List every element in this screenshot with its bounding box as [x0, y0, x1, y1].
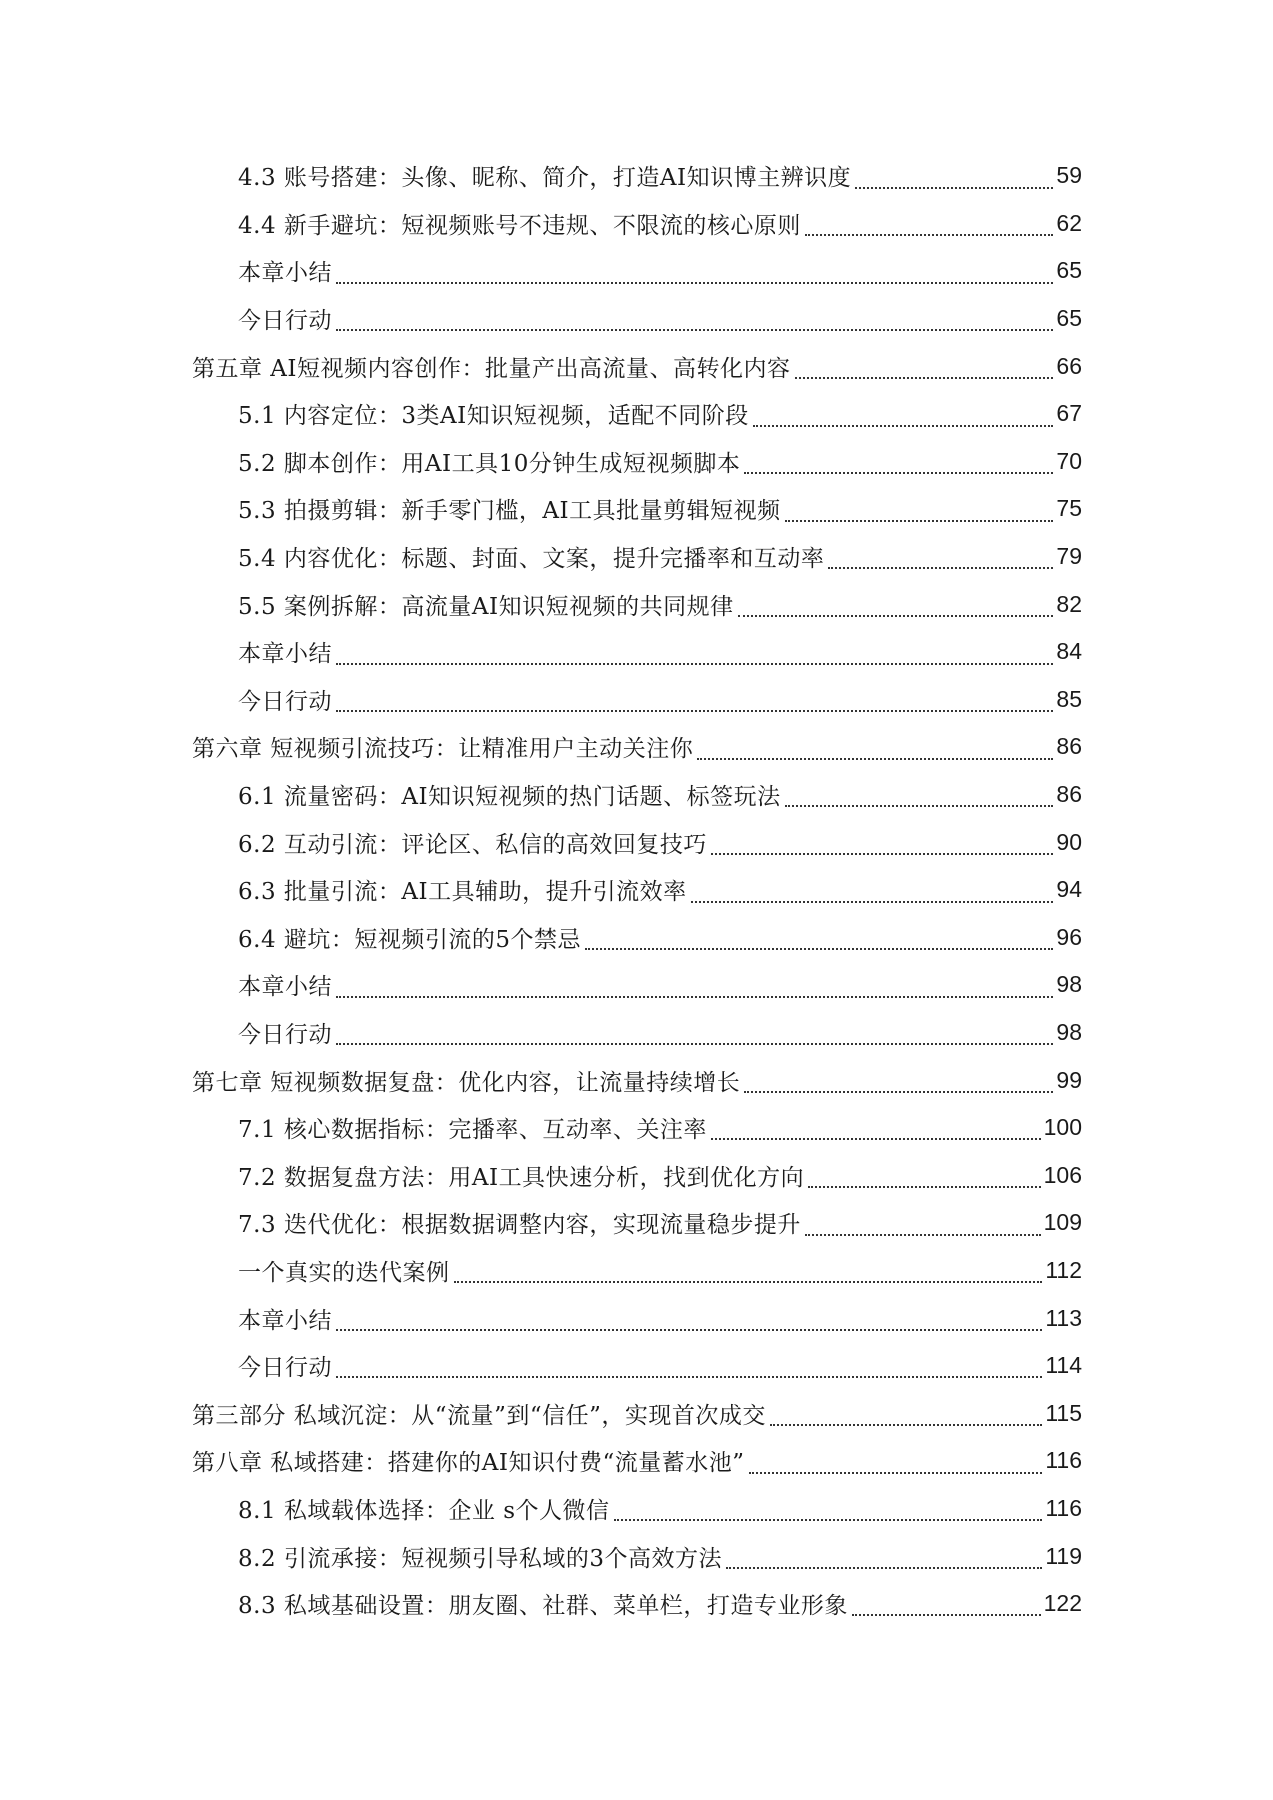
toc-dot-leader: [336, 710, 1053, 712]
toc-entry-title: 8.2 引流承接：短视频引导私域的3个高效方法: [238, 1545, 723, 1572]
toc-entry-title: 第八章 私域搭建：搭建你的AI知识付费“流量蓄水池”: [192, 1450, 745, 1477]
toc-entry-title: 今日行动: [238, 308, 332, 335]
toc-dot-leader: [711, 1138, 1041, 1140]
toc-page-number: 85: [1056, 685, 1082, 712]
toc-chapter-entry[interactable]: [192, 1389, 1082, 1437]
toc-dot-leader: [336, 1376, 1042, 1378]
toc-section-entry[interactable]: [192, 200, 1082, 248]
toc-entry-title: 5.1 内容定位：3类AI知识短视频，适配不同阶段: [238, 403, 749, 430]
toc-page-number: 70: [1056, 447, 1082, 474]
toc-entry-title: 本章小结: [238, 641, 332, 668]
toc-entry-title: 7.1 核心数据指标：完播率、互动率、关注率: [238, 1117, 707, 1144]
toc-page-number: 112: [1045, 1256, 1082, 1283]
toc-page-number: 106: [1043, 1161, 1082, 1188]
toc-dot-leader: [585, 948, 1053, 950]
toc-page-number: 65: [1056, 305, 1082, 332]
toc-dot-leader: [336, 282, 1053, 284]
toc-dot-leader: [805, 1234, 1041, 1236]
toc-page-number: 82: [1056, 590, 1082, 617]
toc-entry-title: 本章小结: [238, 260, 332, 287]
toc-dot-leader: [852, 1614, 1041, 1616]
toc-page-number: 65: [1056, 257, 1082, 284]
toc-dot-leader: [336, 1329, 1042, 1331]
toc-entry-title: 今日行动: [238, 1355, 332, 1382]
toc-entry-title: 6.4 避坑：短视频引流的5个禁忌: [238, 926, 582, 953]
toc-entry-title: 7.2 数据复盘方法：用AI工具快速分析，找到优化方向: [238, 1164, 805, 1191]
toc-entry-title: 一个真实的迭代案例: [238, 1259, 450, 1286]
toc-page-number: 67: [1056, 400, 1082, 427]
toc-entry-title: 6.1 流量密码：AI知识短视频的热门话题、标签玩法: [238, 784, 781, 811]
toc-entry-title: 8.3 私域基础设置：朋友圈、社群、菜单栏，打造专业形象: [238, 1593, 848, 1620]
toc-entry-title: 5.5 案例拆解：高流量AI知识短视频的共同规律: [238, 593, 734, 620]
toc-page-number: 116: [1045, 1447, 1082, 1474]
toc-section-entry[interactable]: [192, 295, 1082, 343]
toc-dot-leader: [336, 1043, 1053, 1045]
toc-section-entry[interactable]: [192, 438, 1082, 486]
toc-dot-leader: [614, 1519, 1043, 1521]
toc-page-number: 75: [1056, 495, 1082, 522]
toc-chapter-entry[interactable]: [192, 723, 1082, 771]
toc-section-entry[interactable]: [192, 818, 1082, 866]
toc-entry-title: 本章小结: [238, 1307, 332, 1334]
toc-dot-leader: [753, 425, 1054, 427]
toc-page-number: 98: [1056, 971, 1082, 998]
toc-section-entry[interactable]: [192, 866, 1082, 914]
toc-entry-title: 5.4 内容优化：标题、封面、文案，提升完播率和互动率: [238, 546, 825, 573]
toc-section-entry[interactable]: [192, 1532, 1082, 1580]
toc-section-entry[interactable]: [192, 1294, 1082, 1342]
toc-dot-leader: [711, 853, 1054, 855]
toc-page-number: 96: [1056, 923, 1082, 950]
toc-section-entry[interactable]: [192, 1485, 1082, 1533]
toc-page-number: 79: [1056, 543, 1082, 570]
toc-section-entry[interactable]: [192, 1009, 1082, 1057]
toc-dot-leader: [785, 805, 1054, 807]
toc-section-entry[interactable]: [192, 676, 1082, 724]
toc-entry-title: 今日行动: [238, 688, 332, 715]
toc-section-entry[interactable]: [192, 1247, 1082, 1295]
toc-page-number: 90: [1056, 828, 1082, 855]
toc-chapter-entry[interactable]: [192, 1437, 1082, 1485]
toc-entry-title: 6.3 批量引流：AI工具辅助，提升引流效率: [238, 879, 687, 906]
toc-entry-title: 5.2 脚本创作：用AI工具10分钟生成短视频脚本: [238, 450, 741, 477]
toc-entry-title: 4.3 账号搭建：头像、昵称、简介，打造AI知识博主辨识度: [238, 165, 852, 192]
toc-chapter-entry[interactable]: [192, 342, 1082, 390]
toc-entry-title: 5.3 拍摄剪辑：新手零门槛，AI工具批量剪辑短视频: [238, 498, 781, 525]
toc-page-number: 114: [1045, 1352, 1082, 1379]
toc-section-entry[interactable]: [192, 1580, 1082, 1628]
toc-dot-leader: [749, 1472, 1043, 1474]
toc-entry-title: 第七章 短视频数据复盘：优化内容，让流量持续增长: [192, 1069, 741, 1096]
toc-section-entry[interactable]: [192, 390, 1082, 438]
toc-dot-leader: [828, 567, 1053, 569]
toc-entry-title: 本章小结: [238, 974, 332, 1001]
toc-section-entry[interactable]: [192, 152, 1082, 200]
toc-entry-title: 7.3 迭代优化：根据数据调整内容，实现流量稳步提升: [238, 1212, 801, 1239]
toc-section-entry[interactable]: [192, 771, 1082, 819]
toc-page-number: 66: [1056, 352, 1082, 379]
toc-entry-title: 8.1 私域载体选择：企业 s个人微信: [238, 1497, 610, 1524]
toc-dot-leader: [744, 472, 1053, 474]
toc-section-entry[interactable]: [192, 1151, 1082, 1199]
toc-dot-leader: [805, 234, 1054, 236]
toc-page-number: 99: [1056, 1066, 1082, 1093]
toc-dot-leader: [454, 1281, 1043, 1283]
toc-dot-leader: [336, 996, 1053, 998]
toc-entry-title: 6.2 互动引流：评论区、私信的高效回复技巧: [238, 831, 707, 858]
toc-dot-leader: [691, 901, 1054, 903]
toc-entry-title: 4.4 新手避坑：短视频账号不违规、不限流的核心原则: [238, 212, 801, 239]
toc-page-number: 122: [1043, 1590, 1082, 1617]
toc-page-number: 100: [1043, 1114, 1082, 1141]
toc-page-number: 86: [1056, 781, 1082, 808]
toc-entry-title: 第五章 AI短视频内容创作：批量产出高流量、高转化内容: [192, 355, 791, 382]
toc-dot-leader: [336, 663, 1053, 665]
toc-page-number: 109: [1043, 1209, 1082, 1236]
toc-page-number: 115: [1045, 1399, 1082, 1426]
toc-entry-title: 第三部分 私域沉淀：从“流量”到“信任”，实现首次成交: [192, 1402, 766, 1429]
toc-dot-leader: [795, 377, 1054, 379]
toc-page-number: 116: [1045, 1494, 1082, 1521]
toc-section-entry[interactable]: [192, 914, 1082, 962]
table-of-contents: [192, 152, 1082, 1627]
toc-dot-leader: [726, 1567, 1042, 1569]
toc-dot-leader: [785, 520, 1054, 522]
toc-page-number: 94: [1056, 876, 1082, 903]
toc-section-entry[interactable]: [192, 1342, 1082, 1390]
toc-section-entry[interactable]: [192, 580, 1082, 628]
toc-page-number: 98: [1056, 1018, 1082, 1045]
toc-section-entry[interactable]: [192, 961, 1082, 1009]
toc-entry-title: 今日行动: [238, 1021, 332, 1048]
toc-dot-leader: [808, 1186, 1041, 1188]
toc-section-entry[interactable]: [192, 628, 1082, 676]
toc-page-number: 119: [1045, 1542, 1082, 1569]
toc-dot-leader: [336, 329, 1053, 331]
toc-section-entry[interactable]: [192, 533, 1082, 581]
toc-section-entry[interactable]: [192, 485, 1082, 533]
toc-page-number: 86: [1056, 733, 1082, 760]
toc-page-number: 62: [1056, 209, 1082, 236]
toc-dot-leader: [770, 1424, 1042, 1426]
toc-dot-leader: [744, 1091, 1053, 1093]
toc-page-number: 59: [1056, 162, 1082, 189]
toc-dot-leader: [738, 615, 1054, 617]
toc-section-entry[interactable]: [192, 1104, 1082, 1152]
toc-chapter-entry[interactable]: [192, 1056, 1082, 1104]
toc-page-number: 113: [1045, 1304, 1082, 1331]
toc-dot-leader: [855, 187, 1053, 189]
toc-dot-leader: [697, 758, 1053, 760]
toc-section-entry[interactable]: [192, 247, 1082, 295]
toc-entry-title: 第六章 短视频引流技巧：让精准用户主动关注你: [192, 736, 694, 763]
toc-page-number: 84: [1056, 638, 1082, 665]
toc-section-entry[interactable]: [192, 1199, 1082, 1247]
